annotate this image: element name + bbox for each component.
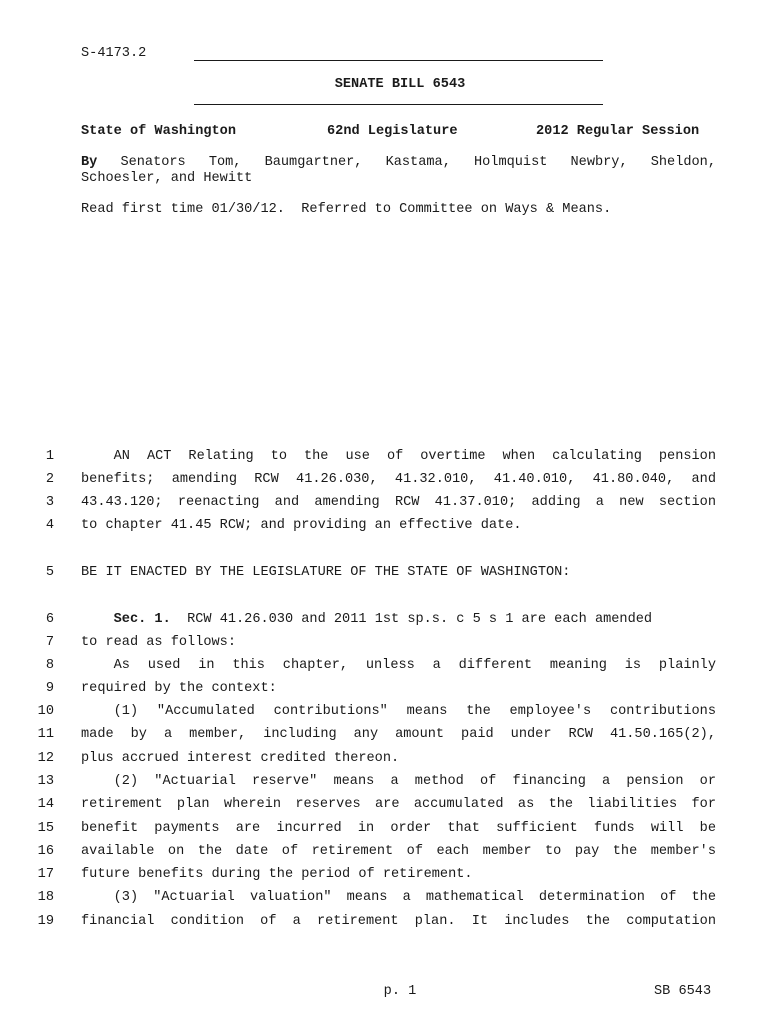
sponsors-line-1 xyxy=(81,155,716,171)
page-number: p. 1 xyxy=(383,984,417,999)
line-number: 1 xyxy=(45,449,54,464)
body-line: As used in this chapter, unless a different meaning is plainly xyxy=(113,658,716,673)
sponsors-line-2: Schoesler, and Hewitt xyxy=(81,171,253,186)
body-line: benefits; amending RCW 41.26.030, 41.32.010, 41.40.010, 41.80.040, and xyxy=(81,472,716,487)
line-number: 7 xyxy=(45,635,54,650)
sponsors-names-1: Senators Tom, Baumgartner, Kastama, Holmquist Newbry, Sheldon, xyxy=(120,155,716,170)
line-number: 6 xyxy=(45,612,54,627)
body-line: made by a member, including any amount paid under RCW 41.50.165(2), xyxy=(81,727,716,742)
body-line: to read as follows: xyxy=(81,635,236,650)
section-heading: Sec. 1. xyxy=(113,612,171,627)
body-line: (1) "Accumulated contributions" means the employee's contributions xyxy=(113,704,716,719)
line-number: 17 xyxy=(37,867,54,882)
body-line-text: RCW 41.26.030 and 2011 1st sp.s. c 5 s 1 are each amended xyxy=(170,612,653,627)
body-line: benefit payments are incurred in order that sufficient funds will be xyxy=(81,821,716,836)
read-first-time: Read first time 01/30/12. Referred to Committee on Ways & Means. xyxy=(81,202,612,217)
line-number: 15 xyxy=(37,821,54,836)
line-number: 12 xyxy=(37,751,54,766)
footer-bill-code: SB 6543 xyxy=(654,984,712,999)
header-rule-top xyxy=(194,60,603,61)
line-number: 14 xyxy=(37,797,54,812)
session-label: 2012 Regular Session xyxy=(536,124,700,139)
line-number: 9 xyxy=(45,681,54,696)
state-label: State of Washington xyxy=(81,124,236,139)
line-number: 19 xyxy=(37,914,54,929)
body-line: available on the date of retirement of each member to pay the member's xyxy=(81,844,716,859)
sponsors-by: By xyxy=(81,155,98,170)
body-line: financial condition of a retirement plan. It includes the computation xyxy=(81,914,716,929)
body-line: required by the context: xyxy=(81,681,277,696)
body-line: to chapter 41.45 RCW; and providing an effective date. xyxy=(81,518,522,533)
line-number: 8 xyxy=(45,658,54,673)
bill-title: SENATE BILL 6543 xyxy=(334,77,466,92)
body-line: AN ACT Relating to the use of overtime when calculating pension xyxy=(113,449,716,464)
bill-code: S-4173.2 xyxy=(81,46,147,61)
body-line xyxy=(81,612,716,628)
body-line: plus accrued interest credited thereon. xyxy=(81,751,400,766)
line-number: 11 xyxy=(37,727,54,742)
body-line: (3) "Actuarial valuation" means a mathematical determination of the xyxy=(113,890,716,905)
legislature-label: 62nd Legislature xyxy=(327,124,458,139)
line-number: 3 xyxy=(45,495,54,510)
body-line: (2) "Actuarial reserve" means a method of financing a pension or xyxy=(113,774,716,789)
line-number: 4 xyxy=(45,518,54,533)
body-line: future benefits during the period of retirement. xyxy=(81,867,473,882)
line-number: 10 xyxy=(37,704,54,719)
line-number: 13 xyxy=(37,774,54,789)
line-number: 18 xyxy=(37,890,54,905)
line-number: 2 xyxy=(45,472,54,487)
line-number: 5 xyxy=(45,565,54,580)
body-line: retirement plan wherein reserves are accumulated as the liabilities for xyxy=(81,797,716,812)
header-rule-bottom xyxy=(194,104,603,105)
body-line: BE IT ENACTED BY THE LEGISLATURE OF THE STATE OF WASHINGTON: xyxy=(81,565,571,580)
body-line: 43.43.120; reenacting and amending RCW 41.37.010; adding a new section xyxy=(81,495,716,510)
line-number: 16 xyxy=(37,844,54,859)
